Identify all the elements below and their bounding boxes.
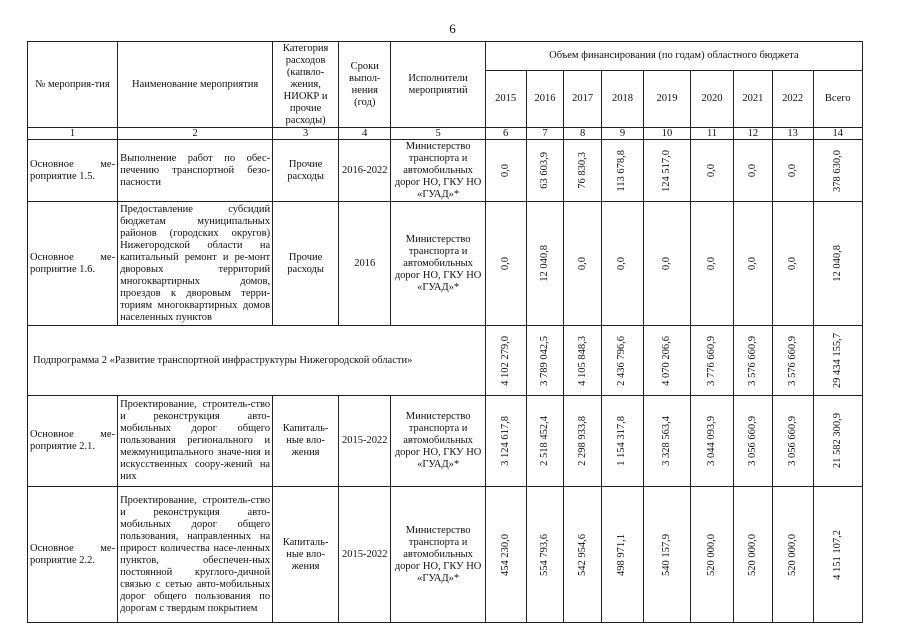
- row-terms: 2015-2022: [339, 396, 391, 487]
- value-text: 520 000,0: [706, 533, 717, 576]
- funding-table: [27, 41, 863, 623]
- value-text: 124 517,0: [660, 149, 672, 192]
- value-cell: [813, 202, 862, 326]
- header-num: № мероприя-тия: [28, 42, 118, 128]
- value-cell: [643, 326, 690, 396]
- row-executors: Министерство транспорта и автомобильных дорог НО, ГКУ НО «ГУАД»*: [391, 396, 485, 487]
- value-text: 454 230,0: [499, 533, 511, 576]
- value-text: 0,0: [499, 163, 511, 178]
- value-cell: [602, 140, 644, 202]
- value-cell: [564, 396, 602, 487]
- value-text: 4 105 848,3: [576, 335, 588, 386]
- value-text: 542 954,6: [576, 533, 588, 576]
- value-text: 0,0: [576, 256, 588, 271]
- value-cell: [691, 326, 734, 396]
- col-number: 14: [813, 128, 862, 140]
- value-text: 0,0: [616, 256, 628, 271]
- value-text: 0,0: [746, 163, 758, 178]
- header-row-1: [28, 42, 863, 71]
- year-header: 2015: [485, 71, 526, 128]
- value-cell: [643, 202, 690, 326]
- value-text: 2 436 796,6: [616, 335, 628, 386]
- table-row: [28, 487, 863, 623]
- value-text: 0,0: [706, 163, 717, 178]
- value-cell: [813, 140, 862, 202]
- row-terms: 2015-2022: [339, 487, 391, 623]
- value-cell: [602, 396, 644, 487]
- year-header: 2016: [526, 71, 564, 128]
- value-text: 4 102 279,0: [499, 335, 511, 386]
- value-cell: [602, 202, 644, 326]
- col-number: 6: [485, 128, 526, 140]
- row-name: Предоставление субсидий бюджетам муниципальных районов (городских округов) Нижегородской области на капитальный ремонт и ре-монт дворовых территорий многоквартирных домов, проездов к дворовым терри-ториям многоквартирных домов населенных пунктов: [118, 202, 273, 326]
- value-text: 76 830,3: [576, 152, 588, 189]
- value-cell: [772, 487, 813, 623]
- value-cell: [772, 396, 813, 487]
- value-cell: [733, 326, 772, 396]
- value-text: 4 070 206,6: [660, 335, 672, 386]
- value-cell: [733, 140, 772, 202]
- row-category: Капиталь-ные вло-жения: [273, 487, 339, 623]
- value-cell: [813, 396, 862, 487]
- col-number: 3: [273, 128, 339, 140]
- value-text: 63 603,9: [538, 152, 550, 189]
- value-cell: [813, 487, 862, 623]
- col-number: 7: [526, 128, 564, 140]
- value-text: 0,0: [746, 256, 758, 271]
- value-cell: [602, 487, 644, 623]
- header-executors: Исполнители мероприятий: [391, 42, 485, 128]
- value-text: 4 151 107,2: [831, 529, 843, 580]
- value-text: 0,0: [786, 163, 798, 178]
- subprogram-title: Подпрограмма 2 «Развитие транспортной инфраструктуры Нижегородской области»: [28, 326, 486, 396]
- value-cell: [691, 396, 734, 487]
- header-name: Наименование мероприятия: [118, 42, 273, 128]
- row-num: Основное ме-роприятие 1.5.: [28, 140, 118, 202]
- value-cell: [691, 202, 734, 326]
- col-number: 2: [118, 128, 273, 140]
- value-cell: [526, 326, 564, 396]
- value-cell: [485, 326, 526, 396]
- value-text: 2 298 933,8: [576, 416, 588, 466]
- row-name: Проектирование, строитель-ство и реконструкция авто-мобильных дорог общего пользования, направленных на прирост количества насе-ленных пунктов, обеспечен-ных постоянной круглого-дичной связью с сетью авто-мобильных дорог общего пользования по дорогам с твердым покрытием: [118, 487, 273, 623]
- value-text: 29 434 155,7: [831, 332, 843, 389]
- value-text: 0,0: [706, 256, 717, 271]
- value-text: 0,0: [660, 256, 672, 271]
- value-cell: [564, 202, 602, 326]
- value-text: 3 124 617,8: [499, 416, 511, 466]
- value-text: 3 328 563,4: [660, 416, 672, 466]
- value-cell: [813, 326, 862, 396]
- value-text: 3 056 660,9: [746, 416, 758, 466]
- value-cell: [564, 487, 602, 623]
- col-number: 9: [602, 128, 644, 140]
- row-terms: 2016-2022: [339, 140, 391, 202]
- value-text: 1 154 317,8: [616, 416, 628, 466]
- subprogram-row: [28, 326, 863, 396]
- value-text: 378 630,0: [831, 149, 843, 192]
- value-text: 3 056 660,9: [786, 416, 798, 466]
- row-executors: Министерство транспорта и автомобильных дорог НО, ГКУ НО «ГУАД»*: [391, 140, 485, 202]
- value-cell: [485, 396, 526, 487]
- col-number: 12: [733, 128, 772, 140]
- value-text: 3 044 093,9: [706, 416, 717, 466]
- col-number: 10: [643, 128, 690, 140]
- value-cell: [526, 487, 564, 623]
- column-numbers-row: [28, 128, 863, 140]
- col-number: 13: [772, 128, 813, 140]
- year-header: 2022: [772, 71, 813, 128]
- value-text: 2 518 452,4: [538, 416, 550, 466]
- header-terms: Сроки выпол-нения (год): [339, 42, 391, 128]
- header-category: Категория расходов (капвло-жения, НИОКР и прочие расходы): [273, 42, 339, 128]
- value-cell: [564, 326, 602, 396]
- year-header: 2017: [564, 71, 602, 128]
- value-cell: [485, 487, 526, 623]
- row-num: Основное ме-роприятие 2.1.: [28, 396, 118, 487]
- value-cell: [733, 202, 772, 326]
- value-text: 12 040,8: [538, 245, 550, 282]
- value-cell: [772, 202, 813, 326]
- row-terms: 2016: [339, 202, 391, 326]
- value-text: 498 971,1: [616, 533, 628, 576]
- value-text: 554 793,6: [538, 533, 550, 576]
- value-text: 520 000,0: [746, 533, 758, 576]
- value-cell: [733, 487, 772, 623]
- value-cell: [733, 396, 772, 487]
- value-cell: [643, 396, 690, 487]
- value-cell: [526, 202, 564, 326]
- value-cell: [485, 140, 526, 202]
- total-header: Всего: [813, 71, 862, 128]
- year-header: 2018: [602, 71, 644, 128]
- value-cell: [772, 326, 813, 396]
- value-cell: [485, 202, 526, 326]
- value-text: 3 576 660,9: [786, 335, 798, 386]
- row-name: Проектирование, строитель-ство и реконструкция авто-мобильных дорог общего пользования регионального и межмуниципального значе-ния и искусственных соору-жений на них: [118, 396, 273, 487]
- value-cell: [526, 396, 564, 487]
- value-text: 3 776 660,9: [706, 335, 717, 386]
- col-number: 4: [339, 128, 391, 140]
- row-name: Выполнение работ по обес-печению транспортной безо-пасности: [118, 140, 273, 202]
- value-text: 3 789 042,5: [538, 335, 550, 386]
- value-text: 21 582 300,9: [831, 413, 843, 469]
- value-text: 540 157,9: [660, 533, 672, 576]
- value-cell: [602, 326, 644, 396]
- col-number: 5: [391, 128, 485, 140]
- year-header: 2020: [691, 71, 734, 128]
- value-text: 520 000,0: [786, 533, 798, 576]
- table-row: [28, 140, 863, 202]
- row-executors: Министерство транспорта и автомобильных дорог НО, ГКУ НО «ГУАД»*: [391, 202, 485, 326]
- year-header: 2021: [733, 71, 772, 128]
- row-num: Основное ме-роприятие 1.6.: [28, 202, 118, 326]
- row-category: Прочие расходы: [273, 202, 339, 326]
- table-row: [28, 202, 863, 326]
- row-category: Прочие расходы: [273, 140, 339, 202]
- page-number: 6: [449, 21, 456, 36]
- col-number: 11: [691, 128, 734, 140]
- col-number: 8: [564, 128, 602, 140]
- value-text: 113 678,8: [616, 149, 628, 192]
- value-text: 0,0: [499, 256, 511, 271]
- col-number: 1: [28, 128, 118, 140]
- row-category: Капиталь-ные вло-жения: [273, 396, 339, 487]
- table-row: [28, 396, 863, 487]
- value-text: 0,0: [786, 256, 798, 271]
- row-executors: Министерство транспорта и автомобильных дорог НО, ГКУ НО «ГУАД»*: [391, 487, 485, 623]
- value-cell: [691, 487, 734, 623]
- value-text: 3 576 660,9: [746, 335, 758, 386]
- value-cell: [643, 140, 690, 202]
- header-funding: Объем финансирования (по годам) областного бюджета: [485, 42, 862, 71]
- value-cell: [526, 140, 564, 202]
- value-cell: [564, 140, 602, 202]
- value-cell: [691, 140, 734, 202]
- value-cell: [643, 487, 690, 623]
- year-header: 2019: [643, 71, 690, 128]
- value-text: 12 040,8: [831, 245, 843, 282]
- value-cell: [772, 140, 813, 202]
- row-num: Основное ме-роприятие 2.2.: [28, 487, 118, 623]
